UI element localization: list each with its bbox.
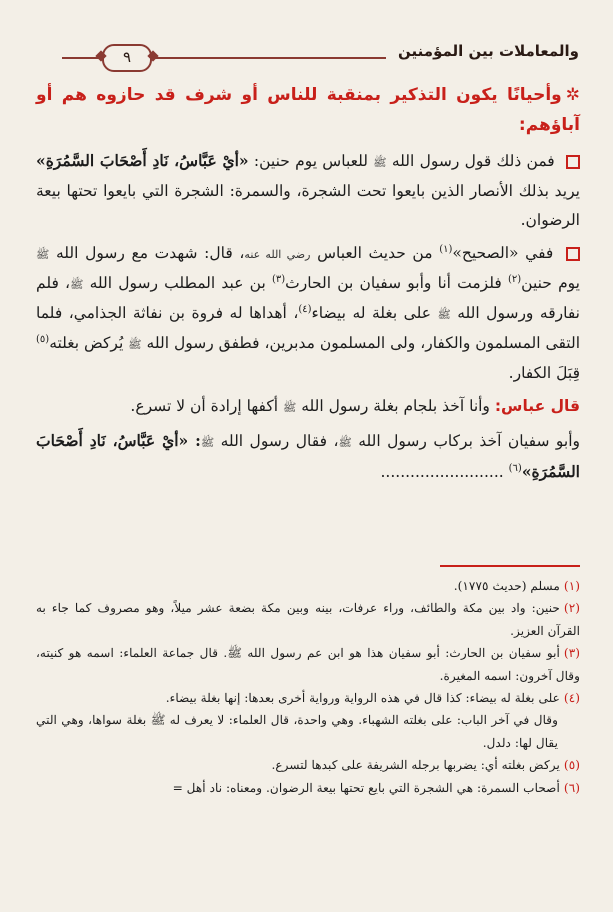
p2-text-a: ففي «الصحيح» <box>452 244 554 262</box>
p2-text-c: ، قال: شهدت مع رسول الله <box>55 244 245 262</box>
footnote-number: (٤) <box>563 691 580 706</box>
salawat-glyph: ﷺ <box>338 436 352 449</box>
footnote-separator <box>440 565 580 567</box>
p2-text-g: ، فلم نفارقه ورسول الله <box>36 274 580 322</box>
lead-paragraph <box>36 80 580 140</box>
footnote-ref-2: (٢) <box>507 273 522 285</box>
footnote-number: (٦) <box>563 780 580 795</box>
radiya-glyph: رضي الله عنه <box>244 248 311 261</box>
footnote-text: على بغلة له بيضاء: كذا قال في هذه الرواية ورواية أخرى بعدها: إنها بغلة بيضاء. <box>165 691 560 706</box>
p1-text-a: فمن ذلك قول رسول الله <box>391 152 555 170</box>
p2-text-d: يوم حنين <box>521 274 581 292</box>
speaker-label: قال عباس: <box>494 397 580 415</box>
footnote-ref-6: (٦) <box>508 462 522 474</box>
running-title: والمعاملات بين المؤمنين <box>386 42 579 60</box>
footnote-4-continued <box>36 709 580 754</box>
footnote-ref-3: (٣) <box>271 273 286 285</box>
salawat-glyph: ﷺ <box>373 156 387 169</box>
ellipsis-dots: ......................... <box>380 463 504 481</box>
main-text <box>36 80 580 491</box>
footnotes <box>36 575 580 799</box>
p2-text-j: يُركض بغلته <box>49 334 124 352</box>
footnote-text: حنين: واد بين مكة والطائف، وراء عرفات، بينه وبين مكة بضعة عشر ميلاً، وهو مصروف كما جاء به القرآن العزيز. <box>36 601 580 638</box>
salawat-glyph: ﷺ <box>200 436 215 449</box>
paragraph-4 <box>36 426 580 487</box>
footnote-text: يركض بغلته أي: يضربها برجله الشريفة على كبدها لتسرع. <box>271 758 560 773</box>
p4-text-b: ، فقال رسول الله <box>220 432 339 450</box>
lead-text: وأحيانًا يكون التذكير بمنقبة للناس أو شرف قد حازوه هم أو آباؤهم: <box>36 85 580 135</box>
footnote-text: وقال في آخر الباب: على بغلته الشهباء. وهي واحدة، قال العلماء: لا يعرف له ﷺ بغلة سواها، وهي التي يقال لها: دلدل. <box>36 713 558 750</box>
footnote-number: (٥) <box>563 758 580 773</box>
p1-quote: «أيْ عَبَّاسُ، نَادِ أَصْحَابَ السَّمُرَةِ» <box>36 151 249 170</box>
square-bullet-icon <box>566 247 580 261</box>
footnote-text: أصحاب السمرة: هي الشجرة التي بايع تحتها بيعة الرضوان. ومعناه: ناد أهل = <box>172 780 560 795</box>
p1-text-b: للعباس يوم حنين: <box>253 152 368 170</box>
square-bullet-icon <box>566 155 580 169</box>
footnote-3 <box>36 642 580 687</box>
footnote-ref-1: (١) <box>439 243 453 255</box>
star-bullet-icon: ✲ <box>565 85 580 105</box>
p2-text-i: ، أهداها له فروة بن نفاثة الجذامي، فلما التقى المسلمون والكفار، ولى المسلمون مدبرين، فطفق رسول الله <box>36 304 581 352</box>
footnote-2 <box>36 597 580 642</box>
p4-text-a: وأبو سفيان آخذ بركاب رسول الله <box>358 432 581 450</box>
page-number: ٩ <box>102 44 152 72</box>
p1-text-d: يريد بذلك الأنصار الذين بايعوا تحت الشجرة، والسمرة: الشجرة التي بايعوا تحتها بيعة الرضوان. <box>36 182 580 229</box>
salawat-glyph: ﷺ <box>282 401 297 414</box>
paragraph-3 <box>36 392 580 422</box>
footnote-text: أبو سفيان بن الحارث: أبو سفيان هذا هو ابن عم رسول الله ﷺ. قال جماعة العلماء: اسمه هو كنيته، وقال آخرون: اسمه المغيرة. <box>36 646 580 683</box>
p3-text-b: أكفها إرادة أن لا تسرع. <box>130 397 279 415</box>
p4-quote: : «أيْ عَبَّاسُ، نَادِ أَصْحَابَ السَّمُرَةِ» <box>36 431 580 481</box>
paragraph-1 <box>36 146 580 235</box>
footnote-5 <box>36 754 580 776</box>
footnote-text: مسلم (حديث ١٧٧٥). <box>453 579 560 593</box>
p3-text-a: وأنا آخذ بلجام بغلة رسول الله <box>301 397 490 415</box>
footnote-ref-5: (٥) <box>36 333 50 345</box>
p2-text-k: قِبَلَ الكفار. <box>508 364 580 382</box>
footnote-6 <box>36 777 580 799</box>
page-header <box>62 40 579 70</box>
salawat-glyph: ﷺ <box>437 308 451 321</box>
footnote-number: (٣) <box>563 646 580 661</box>
paragraph-2 <box>36 239 580 388</box>
salawat-glyph: ﷺ <box>36 248 50 261</box>
p2-text-e: فلزمت أنا وأبو سفيان بن الحارث <box>285 274 502 292</box>
footnote-number: (٢) <box>563 601 580 616</box>
footnote-number: (١) <box>563 579 580 593</box>
p2-text-h: على بغلة له بيضاء <box>311 304 431 322</box>
footnote-4 <box>36 687 580 709</box>
salawat-glyph: ﷺ <box>128 338 142 351</box>
footnote-1 <box>36 575 580 597</box>
p2-text-f: بن عبد المطلب رسول الله <box>89 274 266 292</box>
footnote-ref-4: (٤) <box>298 303 312 315</box>
salawat-glyph: ﷺ <box>70 278 84 291</box>
p2-text-b: من حديث العباس <box>317 244 433 262</box>
